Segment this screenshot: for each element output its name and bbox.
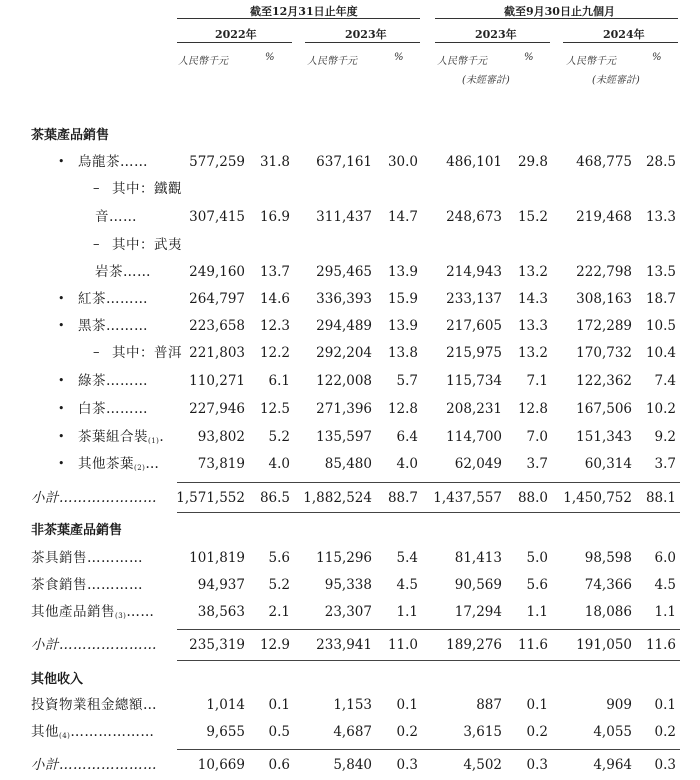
header-rule-nine-months	[435, 18, 678, 19]
unaudited-label-4: (未經審計)	[592, 75, 640, 86]
cell: 14.3	[517, 291, 548, 307]
cell: 0.1	[268, 697, 290, 713]
cell: 4,502	[463, 757, 502, 773]
cell: 88.7	[387, 490, 418, 506]
cell: 135,597	[316, 429, 372, 445]
footnote-mark: (1)	[148, 437, 160, 445]
bullet-icon: •	[58, 319, 65, 332]
cell: 13.9	[387, 318, 418, 334]
cell: 0.1	[654, 697, 676, 713]
cell: 18,086	[584, 604, 632, 620]
cell: 215,975	[446, 345, 502, 361]
cell: 7.1	[526, 373, 548, 389]
row-label-text: 茶葉組合裝	[78, 429, 148, 445]
cell: 233,941	[316, 637, 372, 653]
cell: 0.2	[396, 724, 418, 740]
row-label-text: 其他	[31, 724, 59, 740]
row-label-leader: …	[145, 456, 160, 472]
row-label: 音……	[95, 209, 137, 225]
cell: 88.1	[645, 490, 676, 506]
row-label: 小計…………………	[31, 490, 157, 506]
cell: 264,797	[189, 291, 245, 307]
subtotal-row	[0, 632, 700, 658]
cell: 12.9	[259, 637, 290, 653]
bullet-icon: •	[58, 292, 65, 305]
row-label: 小計…………………	[31, 637, 157, 653]
cell: 577,259	[189, 154, 245, 170]
cell: 5.0	[526, 550, 548, 566]
cell: 1,882,524	[303, 490, 372, 506]
cell: 1,437,557	[433, 490, 502, 506]
row-label: 其中：鐵觀	[112, 181, 182, 197]
footnote-mark: (3)	[115, 612, 127, 620]
row-label: 綠茶………	[78, 373, 148, 389]
cell: 170,732	[576, 345, 632, 361]
cell: 5.4	[396, 550, 418, 566]
cell: 6.0	[654, 550, 676, 566]
cell: 191,050	[576, 637, 632, 653]
cell: 0.3	[396, 757, 418, 773]
subtotal-rule	[177, 629, 680, 630]
cell: 115,734	[446, 373, 502, 389]
cell: 1,450,752	[563, 490, 632, 506]
footnote-mark: (4)	[59, 732, 71, 740]
cell: 18.7	[645, 291, 676, 307]
subtotal-rule	[177, 660, 680, 661]
cell: 4.5	[654, 577, 676, 593]
cell: 93,802	[197, 429, 245, 445]
pct-label-4: %	[652, 52, 662, 63]
cell: 217,605	[446, 318, 502, 334]
pct-label-1: %	[265, 52, 275, 63]
bullet-icon: •	[58, 374, 65, 387]
cell: 292,204	[316, 345, 372, 361]
table-row	[0, 545, 700, 571]
subtotal-rule	[177, 749, 680, 750]
cell: 235,319	[189, 637, 245, 653]
cell: 221,803	[189, 345, 245, 361]
cell: 13.2	[517, 345, 548, 361]
table-row	[0, 204, 700, 230]
cell: 31.8	[259, 154, 290, 170]
year-2024-nine-months: 2024年	[603, 28, 645, 41]
cell: 115,296	[316, 550, 372, 566]
cell: 13.8	[387, 345, 418, 361]
cell: 7.4	[654, 373, 676, 389]
cell: 1.1	[396, 604, 418, 620]
section-tea-leaf: 茶葉產品銷售	[31, 128, 110, 143]
cell: 248,673	[446, 209, 502, 225]
cell: 62,049	[454, 456, 502, 472]
year-rule-1	[177, 42, 292, 43]
cell: 5.6	[268, 550, 290, 566]
cell: 10.2	[645, 401, 676, 417]
cell: 114,700	[446, 429, 502, 445]
dash-icon: –	[93, 181, 100, 196]
subtotal-row	[0, 485, 700, 511]
unaudited-label-3: (未經審計)	[462, 75, 510, 86]
year-2023-annual: 2023年	[345, 28, 387, 41]
bullet-icon: •	[58, 457, 65, 470]
dash-icon: –	[93, 237, 100, 252]
cell: 60,314	[584, 456, 632, 472]
cell: 5.2	[268, 577, 290, 593]
row-label-text: 其他茶葉	[78, 456, 134, 472]
row-label: 紅茶………	[78, 291, 148, 307]
row-label-leader: ………………	[70, 724, 155, 740]
cell: 38,563	[197, 604, 245, 620]
cell: 172,289	[576, 318, 632, 334]
table-row	[0, 286, 700, 312]
year-rule-4	[563, 42, 678, 43]
cell: 887	[476, 697, 502, 713]
cell: 4,687	[333, 724, 372, 740]
row-label-text: 其他產品銷售	[31, 604, 115, 620]
table-row	[0, 340, 700, 366]
cell: 233,137	[446, 291, 502, 307]
cell: 3.7	[526, 456, 548, 472]
row-label-leader: .	[159, 429, 165, 445]
table-row	[0, 451, 700, 477]
cell: 16.9	[259, 209, 290, 225]
cell: 13.7	[259, 264, 290, 280]
cell: 13.9	[387, 264, 418, 280]
cell: 10,669	[197, 757, 245, 773]
cell: 0.2	[654, 724, 676, 740]
cell: 219,468	[576, 209, 632, 225]
cell: 0.1	[526, 697, 548, 713]
cell: 12.5	[259, 401, 290, 417]
cell: 308,163	[576, 291, 632, 307]
cell: 4.5	[396, 577, 418, 593]
dash-icon: –	[93, 345, 100, 360]
year-2022: 2022年	[215, 28, 257, 41]
cell: 151,343	[576, 429, 632, 445]
cell: 294,489	[316, 318, 372, 334]
cell: 11.6	[645, 637, 676, 653]
row-label: 小計…………………	[31, 757, 157, 773]
cell: 222,798	[576, 264, 632, 280]
cell: 7.0	[526, 429, 548, 445]
cell: 110,271	[189, 373, 245, 389]
cell: 23,307	[324, 604, 372, 620]
cell: 12.2	[259, 345, 290, 361]
cell: 29.8	[517, 154, 548, 170]
year-rule-3	[435, 42, 550, 43]
cell: 74,366	[584, 577, 632, 593]
cell: 10.5	[645, 318, 676, 334]
cell: 95,338	[324, 577, 372, 593]
table-row	[0, 692, 700, 718]
cell: 6.1	[268, 373, 290, 389]
cell: 94,937	[197, 577, 245, 593]
cell: 12.8	[387, 401, 418, 417]
cell: 12.8	[517, 401, 548, 417]
cell: 15.2	[517, 209, 548, 225]
unit-label-2: 人民幣千元	[307, 56, 357, 67]
cell: 1.1	[526, 604, 548, 620]
cell: 5.6	[526, 577, 548, 593]
cell: 0.3	[526, 757, 548, 773]
cell: 4,964	[593, 757, 632, 773]
cell: 637,161	[316, 154, 372, 170]
cell: 12.3	[259, 318, 290, 334]
cell: 0.2	[526, 724, 548, 740]
pct-label-2: %	[394, 52, 404, 63]
bullet-icon: •	[58, 430, 65, 443]
row-label: 其中：普洱	[112, 345, 182, 361]
cell: 468,775	[576, 154, 632, 170]
header-period-nine-months: 截至9月30日止九個月	[504, 5, 615, 18]
cell: 0.1	[396, 697, 418, 713]
cell: 1,153	[333, 697, 372, 713]
cell: 88.0	[517, 490, 548, 506]
cell: 271,396	[316, 401, 372, 417]
cell: 336,393	[316, 291, 372, 307]
cell: 0.6	[268, 757, 290, 773]
cell: 13.3	[517, 318, 548, 334]
cell: 1,571,552	[176, 490, 245, 506]
bullet-icon: •	[58, 402, 65, 415]
cell: 227,946	[189, 401, 245, 417]
table-row	[0, 149, 700, 175]
header-period-annual: 截至12月31日止年度	[250, 5, 358, 18]
cell: 311,437	[316, 209, 372, 225]
row-label: 岩茶……	[95, 264, 151, 280]
year-2023-nine-months: 2023年	[475, 28, 517, 41]
cell: 122,362	[576, 373, 632, 389]
cell: 98,598	[584, 550, 632, 566]
row-label	[78, 424, 164, 450]
table-row	[0, 719, 700, 745]
year-rule-2	[305, 42, 420, 43]
cell: 90,569	[454, 577, 502, 593]
cell: 11.0	[387, 637, 418, 653]
row-label: 投資物業租金總額…	[31, 697, 157, 713]
cell: 85,480	[324, 456, 372, 472]
cell: 249,160	[189, 264, 245, 280]
cell: 15.9	[387, 291, 418, 307]
cell: 11.6	[517, 637, 548, 653]
cell: 9,655	[206, 724, 245, 740]
pct-label-3: %	[524, 52, 534, 63]
cell: 486,101	[446, 154, 502, 170]
cell: 4.0	[396, 456, 418, 472]
cell: 167,506	[576, 401, 632, 417]
row-label: 茶具銷售…………	[31, 550, 143, 566]
cell: 4,055	[593, 724, 632, 740]
row-label: 白茶………	[78, 401, 148, 417]
cell: 4.0	[268, 456, 290, 472]
cell: 30.0	[387, 154, 418, 170]
table-row	[0, 572, 700, 598]
cell: 1.1	[654, 604, 676, 620]
table-row	[0, 396, 700, 422]
cell: 81,413	[454, 550, 502, 566]
cell: 13.3	[645, 209, 676, 225]
row-label-leader: ……	[126, 604, 155, 620]
cell: 189,276	[446, 637, 502, 653]
table-row	[0, 368, 700, 394]
row-label: 烏龍茶……	[78, 154, 148, 170]
cell: 5,840	[333, 757, 372, 773]
cell: 909	[606, 697, 632, 713]
table-row	[0, 424, 700, 450]
unit-label-1: 人民幣千元	[178, 56, 228, 67]
row-label: 其中：武夷	[112, 237, 182, 253]
header-rule-annual	[177, 18, 420, 19]
cell: 0.3	[654, 757, 676, 773]
table-row	[0, 176, 700, 202]
table-row	[0, 259, 700, 285]
cell: 73,819	[197, 456, 245, 472]
section-other-income: 其他收入	[31, 672, 84, 687]
cell: 0.5	[268, 724, 290, 740]
cell: 10.4	[645, 345, 676, 361]
row-label: 黑茶………	[78, 318, 148, 334]
unit-label-3: 人民幣千元	[437, 56, 487, 67]
cell: 2.1	[268, 604, 290, 620]
cell: 5.2	[268, 429, 290, 445]
cell: 86.5	[259, 490, 290, 506]
cell: 1,014	[206, 697, 245, 713]
cell: 13.2	[517, 264, 548, 280]
row-label	[78, 451, 159, 477]
table-row	[0, 313, 700, 339]
cell: 3,615	[463, 724, 502, 740]
unit-label-4: 人民幣千元	[566, 56, 616, 67]
cell: 122,008	[316, 373, 372, 389]
section-non-tea-leaf: 非茶葉產品銷售	[31, 523, 123, 538]
subtotal-rule	[177, 482, 680, 483]
bullet-icon: •	[58, 155, 65, 168]
cell: 14.6	[259, 291, 290, 307]
cell: 13.5	[645, 264, 676, 280]
cell: 295,465	[316, 264, 372, 280]
cell: 223,658	[189, 318, 245, 334]
cell: 6.4	[396, 429, 418, 445]
table-row	[0, 599, 700, 625]
cell: 28.5	[645, 154, 676, 170]
cell: 14.7	[387, 209, 418, 225]
cell: 307,415	[189, 209, 245, 225]
cell: 101,819	[189, 550, 245, 566]
cell: 208,231	[446, 401, 502, 417]
row-label: 茶食銷售…………	[31, 577, 143, 593]
row-label	[31, 719, 154, 745]
subtotal-row	[0, 752, 700, 778]
cell: 17,294	[454, 604, 502, 620]
cell: 214,943	[446, 264, 502, 280]
cell: 9.2	[654, 429, 676, 445]
subtotal-rule	[177, 512, 680, 513]
cell: 3.7	[654, 456, 676, 472]
table-row	[0, 232, 700, 258]
row-label	[31, 599, 154, 625]
footnote-mark: (2)	[134, 464, 146, 472]
cell: 5.7	[396, 373, 418, 389]
